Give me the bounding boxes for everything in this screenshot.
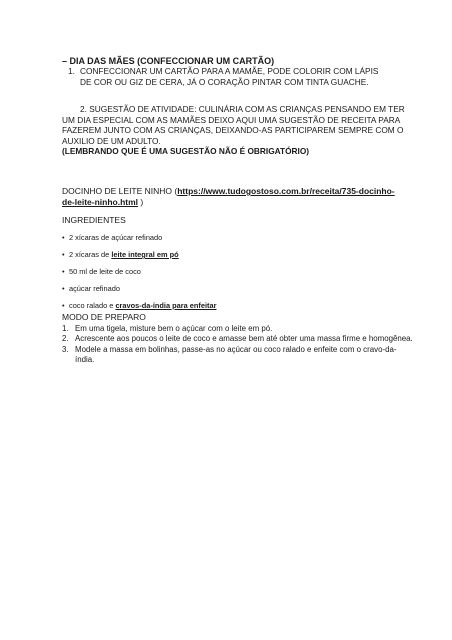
ingredients-heading: INGREDIENTES bbox=[62, 215, 126, 225]
step-text: Acrescente aos poucos o leite de coco e amasse bem até obter uma massa firme e homogênea. bbox=[75, 334, 413, 344]
ingredient-text: 50 ml de leite de coco bbox=[69, 267, 141, 276]
ingredient-text: açúcar refinado bbox=[69, 284, 120, 293]
ingredient-item bbox=[62, 267, 414, 284]
page-title: – DIA DAS MÃES (CONFECCIONAR UM CARTÃO) bbox=[62, 56, 275, 66]
activity-list bbox=[68, 66, 380, 88]
step-text: Em uma tigela, misture bem o açúcar com o leite em pó. bbox=[75, 324, 273, 333]
step-number: 1. bbox=[62, 324, 69, 333]
steps-list bbox=[62, 324, 414, 366]
bullet-icon: • bbox=[62, 267, 65, 276]
ingredients-list bbox=[62, 233, 414, 318]
steps-heading: MODO DE PREPARO bbox=[62, 312, 146, 322]
activity-number: 2. bbox=[80, 104, 87, 114]
activity-number: 1. bbox=[68, 66, 75, 76]
bullet-icon: • bbox=[62, 284, 65, 293]
bullet-icon: • bbox=[62, 233, 65, 242]
activity-item bbox=[68, 66, 380, 88]
activity-text: CONFECCIONAR UM CARTÃO PARA A MAMÃE, PODE COLORIR COM LÁPIS DE COR OU GIZ DE CERA, JÁ O CORAÇÃO PINTAR COM TINTA GUACHE. bbox=[80, 66, 379, 87]
recipe-title bbox=[62, 186, 402, 207]
step-item bbox=[62, 345, 414, 366]
ingredient-item bbox=[62, 250, 414, 267]
ingredient-item bbox=[62, 284, 414, 301]
activity-text: SUGESTÃO DE ATIVIDADE: CULINÁRIA COM AS CRIANÇAS PENSANDO EM TER UM DIA ESPECIAL COM AS MAMÃES DEIXO AQUI UMA SUGESTÃO DE RECEITA PARA FAZEREM JUNTO COM AS CRIANÇAS, DEIXANDO-AS PARTICIPAREM SEMPRE COM O AUXILIO DE UM ADULTO. bbox=[62, 104, 405, 146]
ingredient-text: coco ralado e bbox=[69, 301, 116, 310]
recipe-title-prefix: DOCINHO DE LEITE NINHO ( bbox=[62, 186, 178, 196]
recipe-link[interactable]: https://www.tudogostoso.com.br/receita/735-docinho-de-leite-ninho.html bbox=[62, 186, 395, 207]
activity-note: (LEMBRANDO QUE É UMA SUGESTÃO NÃO É OBRIGATÓRIO) bbox=[62, 146, 310, 156]
ingredient-item bbox=[62, 233, 414, 250]
step-number: 2. bbox=[62, 334, 69, 344]
bullet-icon: • bbox=[62, 301, 65, 310]
step-item bbox=[62, 334, 414, 344]
bullet-icon: • bbox=[62, 250, 65, 259]
activity-item bbox=[62, 104, 414, 157]
step-item bbox=[62, 324, 414, 334]
ingredient-text: 2 xícaras de açúcar refinado bbox=[69, 233, 163, 242]
recipe-title-suffix: ) bbox=[138, 196, 144, 207]
step-number: 3. bbox=[62, 344, 69, 354]
step-text: Modele a massa em bolinhas, passe-as no açúcar ou coco ralado e enfeite com o cravo-da-índia. bbox=[75, 344, 397, 365]
ingredient-text: 2 xícaras de bbox=[69, 250, 112, 259]
ingredient-link[interactable]: cravos-da-índia para enfeitar bbox=[115, 301, 217, 310]
ingredient-link[interactable]: leite integral em pó bbox=[111, 250, 179, 259]
